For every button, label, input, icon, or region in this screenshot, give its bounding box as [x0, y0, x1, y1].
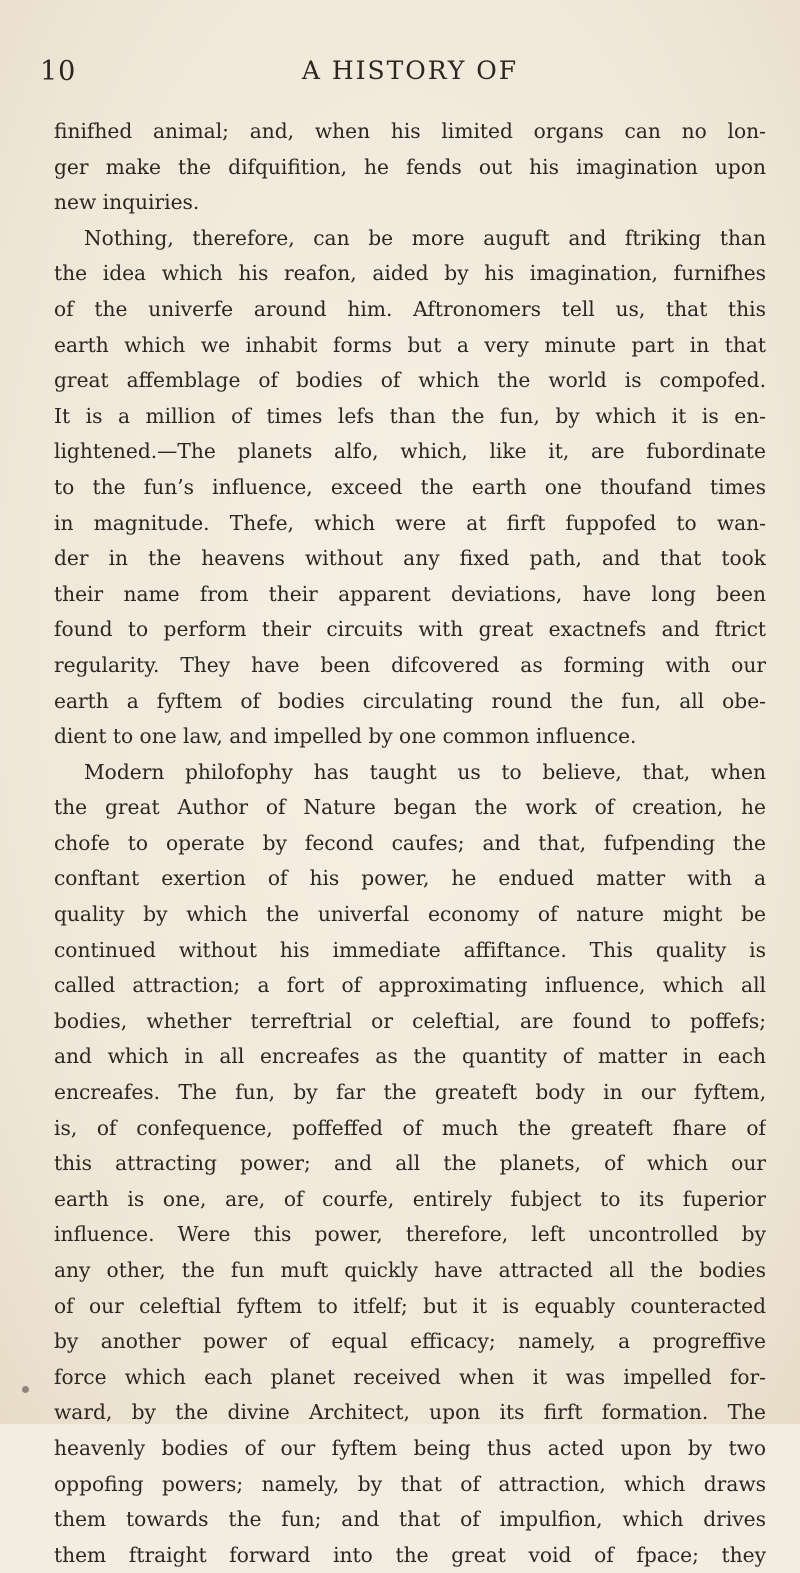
- text-line: It is a million of times lefs than the fun, by which it is en-: [54, 403, 766, 428]
- text-line: ward, by the divine Architect, upon its firft formation. The: [54, 1400, 766, 1425]
- text-line: the great Author of Nature began the work of creation, he: [54, 795, 766, 820]
- text-line: new inquiries.: [54, 190, 200, 215]
- text-line: earth which we inhabit forms but a very minute part in that: [54, 332, 766, 357]
- ink-speck: [22, 1386, 29, 1393]
- text-line: oppofing powers; namely, by that of attraction, which draws: [54, 1471, 766, 1496]
- text-line: influence. Were this power, therefore, left uncontrolled by: [54, 1222, 766, 1247]
- text-line: called attraction; a fort of approximating influence, which all: [54, 973, 766, 998]
- text-line: the idea which his reafon, aided by his imagination, furnifhes: [54, 261, 766, 286]
- text-line: heavenly bodies of our fyftem being thus acted upon by two: [54, 1435, 766, 1460]
- text-line: regularity. They have been difcovered as forming with our: [54, 652, 766, 677]
- text-line: quality by which the univerfal economy of nature might be: [54, 902, 766, 927]
- text-line: is, of confequence, poffeffed of much the greateft fhare of: [54, 1115, 766, 1140]
- text-line: this attracting power; and all the planets, of which our: [54, 1151, 766, 1176]
- text-line: to the fun’s influence, exceed the earth one thoufand times: [54, 474, 766, 499]
- text-line: chofe to operate by fecond caufes; and that, fufpending the: [54, 830, 766, 855]
- text-line: by another power of equal efficacy; namely, a progreffive: [54, 1329, 766, 1354]
- text-line: Nothing, therefore, can be more auguft and ftriking than: [84, 225, 766, 250]
- text-line: of the univerfe around him. Aftronomers tell us, that this: [54, 296, 766, 321]
- body-text: [54, 114, 766, 1573]
- text-line: bodies, whether terreftrial or celeftial, are found to poffefs;: [54, 1008, 766, 1033]
- text-line: force which each planet received when it was impelled for-: [54, 1364, 766, 1389]
- text-line: Modern philofophy has taught us to believe, that, when: [84, 759, 766, 784]
- text-line: great affemblage of bodies of which the world is compofed.: [54, 368, 766, 393]
- text-line: conftant exertion of his power, he endued matter with a: [54, 866, 766, 891]
- text-line: found to perform their circuits with great exactnefs and ftrict: [54, 617, 766, 642]
- text-line: any other, the fun muft quickly have attracted all the bodies: [54, 1258, 766, 1282]
- text-line: finifhed animal; and, when his limited organs can no lon-: [54, 119, 766, 143]
- running-head: [40, 56, 780, 90]
- text-line: of our celeftial fyftem to itfelf; but it is equably counteracted: [54, 1293, 766, 1318]
- text-line: them towards the fun; and that of impulfion, which drives: [54, 1507, 766, 1532]
- text-line: dient to one law, and impelled by one common influence.: [54, 724, 637, 749]
- text-line: their name from their apparent deviations, have long been: [54, 581, 766, 606]
- text-line: encreafes. The fun, by far the greateft body in our fyftem,: [54, 1080, 766, 1105]
- text-line: them ftraight forward into the great void of fpace; they: [54, 1542, 766, 1567]
- text-line: in magnitude. Thefe, which were at firft fuppofed to wan-: [54, 510, 766, 535]
- text-line: lightened.—The planets alfo, which, like it, are fubordinate: [54, 439, 766, 464]
- text-line: earth a fyftem of bodies circulating round the fun, all obe-: [54, 688, 766, 713]
- text-line: continued without his immediate affiftance. This quality is: [54, 937, 766, 962]
- running-title: A HISTORY OF: [301, 56, 519, 85]
- page-number: 10: [40, 56, 77, 87]
- text-line: earth is one, are, of courfe, entirely fubject to its fuperior: [54, 1186, 766, 1211]
- text-line: der in the heavens without any fixed path, and that took: [54, 546, 766, 571]
- text-line: ger make the difquifition, he fends out his imagination upon: [54, 154, 766, 179]
- text-line: and which in all encreafes as the quantity of matter in each: [54, 1044, 766, 1069]
